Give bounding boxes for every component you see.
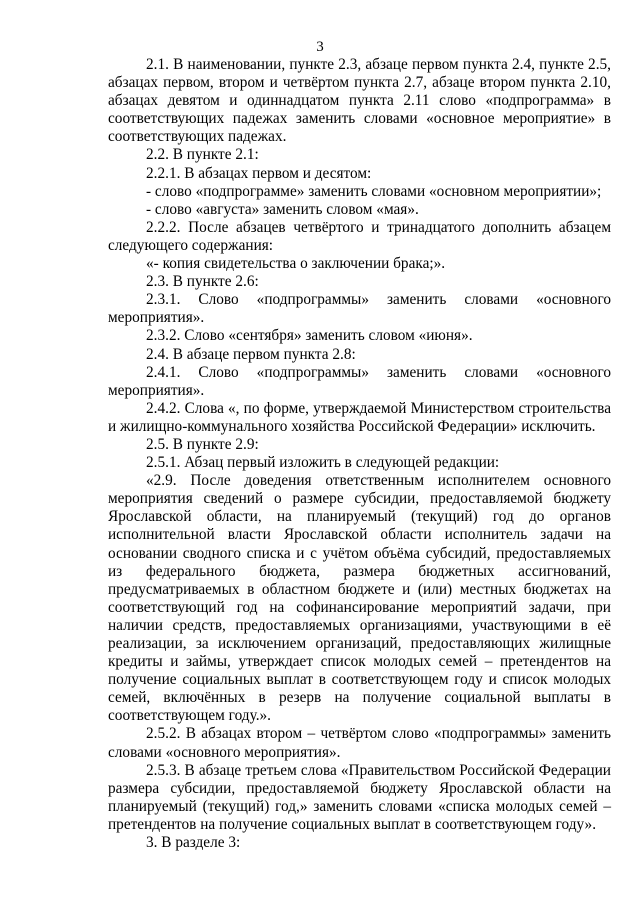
- paragraph-2-4-1: 2.4.1. Слово «подпрограммы» заменить словами «основного мероприятия».: [108, 363, 611, 399]
- paragraph-quote-2-9: «2.9. После доведения ответственным исполнителем основного мероприятия сведений о размере субсидии, предоставляемой бюджету Ярославской области, на планируемый (текущий) год до органов исполнительной власти Ярославской области исполнитель задачи на основании сводного списка и с учётом объёма субсидий, предоставляемых из федерального бюджета, размера бюджетных ассигнований, предусматриваемых в областном бюджете и (или) местных бюджетах на соответствующий год на софинансирование мероприятий задачи, при наличии средств, предоставляемых организациями, участвующими в её реализации, за исключением организаций, предоставляющих жилищные кредиты и займы, утверждает список молодых семей – претендентов на получение социальных выплат в соответствующем году и список молодых семей, включённых в резерв на получение социальной выплаты в соответствующем году.».: [108, 472, 611, 725]
- paragraph-quote: «- копия свидетельства о заключении брака;».: [146, 255, 446, 273]
- paragraph-2-3-1: 2.3.1. Слово «подпрограммы» заменить словами «основного мероприятия».: [108, 291, 611, 327]
- paragraph-list-item: - слово «августа» заменить словом «мая».: [146, 200, 419, 218]
- paragraph-list-item: - слово «подпрограмме» заменить словами «основном мероприятии»;: [146, 182, 602, 200]
- paragraph-2-3-2: 2.3.2. Слово «сентября» заменить словом «июня».: [146, 327, 473, 345]
- paragraph-2-1: 2.1. В наименовании, пункте 2.3, абзаце первом пункта 2.4, пункте 2.5, абзацах первом, втором и четвёртом пункта 2.7, абзаце втором пункта 2.10, абзацах девятом и одиннадцатом пункта 2.11 слово «подпрограмма» в соответствующих падежах заменить словами «основное мероприятие» в соответствующих падежах.: [108, 56, 611, 146]
- paragraph-2-2-2: 2.2.2. После абзацев четвёртого и тринадцатого дополнить абзацем следующего содержания:: [108, 218, 611, 254]
- paragraph-2-4-2: 2.4.2. Слова «, по форме, утверждаемой Министерством строительства и жилищно-коммунального хозяйства Российской Федерации» исключить.: [108, 399, 611, 435]
- paragraph-2-2: 2.2. В пункте 2.1:: [146, 146, 259, 164]
- paragraph-3: 3. В разделе 3:: [146, 834, 241, 852]
- paragraph-2-3: 2.3. В пункте 2.6:: [146, 273, 259, 291]
- paragraph-2-5: 2.5. В пункте 2.9:: [146, 435, 259, 453]
- paragraph-2-5-3: 2.5.3. В абзаце третьем слова «Правительством Российской Федерации размера субсидии, предоставляемой бюджету Ярославской области на планируемый (текущий) год,» заменить словами «списка молодых семей – претендентов на получение социальных выплат в соответствующем году».: [108, 761, 611, 833]
- page-number: 3: [316, 39, 324, 55]
- document-body: [108, 56, 611, 852]
- paragraph-2-5-1: 2.5.1. Абзац первый изложить в следующей редакции:: [146, 454, 500, 472]
- paragraph-2-5-2: 2.5.2. В абзацах втором – четвёртом слово «подпрограммы» заменить словами «основного мероприятия».: [108, 725, 611, 761]
- paragraph-2-2-1: 2.2.1. В абзацах первом и десятом:: [146, 164, 372, 182]
- paragraph-2-4: 2.4. В абзаце первом пункта 2.8:: [146, 345, 356, 363]
